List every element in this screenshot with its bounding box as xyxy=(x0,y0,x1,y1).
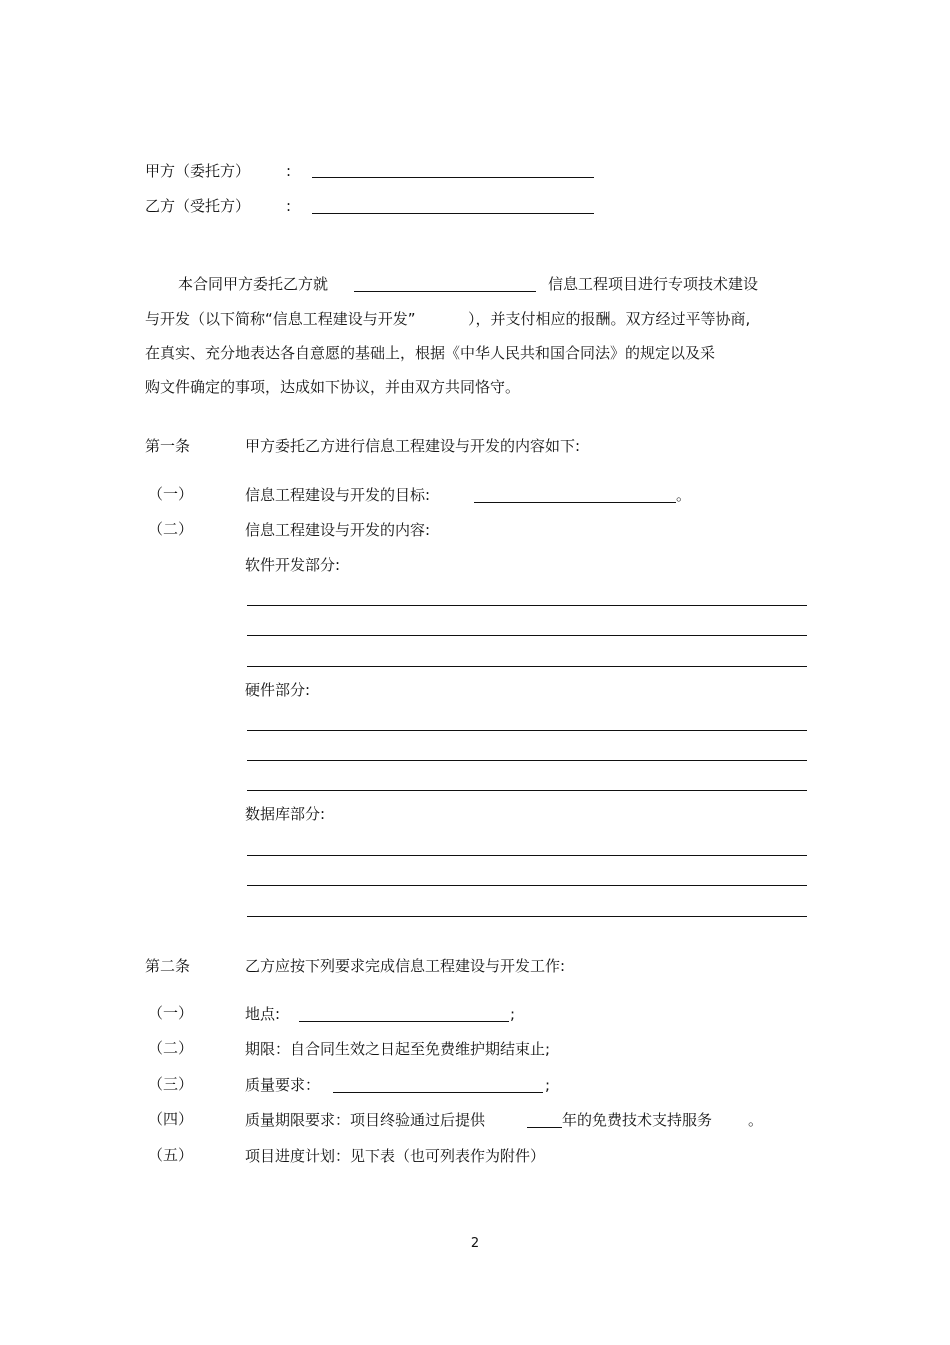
goal-blank[interactable] xyxy=(474,502,676,503)
article2-item3-number: （三） xyxy=(148,1075,194,1093)
hardware-line-2[interactable] xyxy=(247,760,807,761)
location-blank[interactable] xyxy=(299,1021,509,1022)
article1-title: 甲方委托乙方进行信息工程建设与开发的内容如下: xyxy=(245,437,581,455)
quality-end: ; xyxy=(545,1076,551,1094)
page-number: 2 xyxy=(470,1236,480,1251)
warranty-end: 。 xyxy=(748,1111,764,1129)
article1-item2-number: （二） xyxy=(148,520,194,538)
hardware-line-1[interactable] xyxy=(247,730,807,731)
warranty-years-blank[interactable] xyxy=(527,1127,562,1128)
intro-line2a: 与开发（以下简称“信息工程建设与开发” xyxy=(145,310,416,328)
hardware-section-label: 硬件部分: xyxy=(245,681,311,699)
project-name-blank[interactable] xyxy=(354,291,536,292)
article1-number: 第一条 xyxy=(145,437,191,455)
party-b-colon: : xyxy=(286,197,292,215)
quality-label: 质量要求： xyxy=(245,1076,321,1094)
intro-line2b: ），并支付相应的报酬。双方经过平等协商, xyxy=(468,310,751,328)
party-b-label: 乙方（受托方） xyxy=(145,197,251,215)
article2-item5-number: （五） xyxy=(148,1146,194,1164)
software-line-1[interactable] xyxy=(247,605,807,606)
article2-item2-number: （二） xyxy=(148,1039,194,1057)
article1-item1-number: （一） xyxy=(148,485,194,503)
intro-line4: 购文件确定的事项，达成如下协议，并由双方共同恪守。 xyxy=(145,378,521,396)
database-line-2[interactable] xyxy=(247,885,807,886)
article1-item1-label: 信息工程建设与开发的目标: xyxy=(245,486,431,504)
database-line-3[interactable] xyxy=(247,916,807,917)
article1-item1-end: 。 xyxy=(676,486,692,504)
article2-number: 第二条 xyxy=(145,957,191,975)
party-a-label: 甲方（委托方） xyxy=(145,162,251,180)
quality-blank[interactable] xyxy=(333,1092,543,1093)
article2-item1-number: （一） xyxy=(148,1004,194,1022)
intro-part2: 信息工程项目进行专项技术建设 xyxy=(548,275,759,293)
party-b-blank[interactable] xyxy=(312,213,594,214)
location-label: 地点: xyxy=(245,1005,281,1023)
intro-line3: 在真实、充分地表达各自意愿的基础上，根据《中华人民共和国合同法》的规定以及采 xyxy=(145,344,716,362)
party-a-colon: : xyxy=(286,162,292,180)
party-a-blank[interactable] xyxy=(312,177,594,178)
hardware-line-3[interactable] xyxy=(247,790,807,791)
location-end: ; xyxy=(510,1005,516,1023)
warranty-label: 质量期限要求：项目终验通过后提供 xyxy=(245,1111,486,1129)
article2-item4-number: （四） xyxy=(148,1110,194,1128)
schedule-text: 项目进度计划：见下表（也可列表作为附件） xyxy=(245,1147,546,1165)
article1-item2-label: 信息工程建设与开发的内容: xyxy=(245,521,431,539)
database-line-1[interactable] xyxy=(247,855,807,856)
software-section-label: 软件开发部分: xyxy=(245,556,341,574)
software-line-3[interactable] xyxy=(247,666,807,667)
database-section-label: 数据库部分: xyxy=(245,805,326,823)
term-text: 期限：自合同生效之日起至免费维护期结束止; xyxy=(245,1040,551,1058)
software-line-2[interactable] xyxy=(247,635,807,636)
warranty-mid: 年的免费技术支持服务 xyxy=(562,1111,713,1129)
intro-part1: 本合同甲方委托乙方就 xyxy=(178,275,329,293)
article2-title: 乙方应按下列要求完成信息工程建设与开发工作: xyxy=(245,957,566,975)
